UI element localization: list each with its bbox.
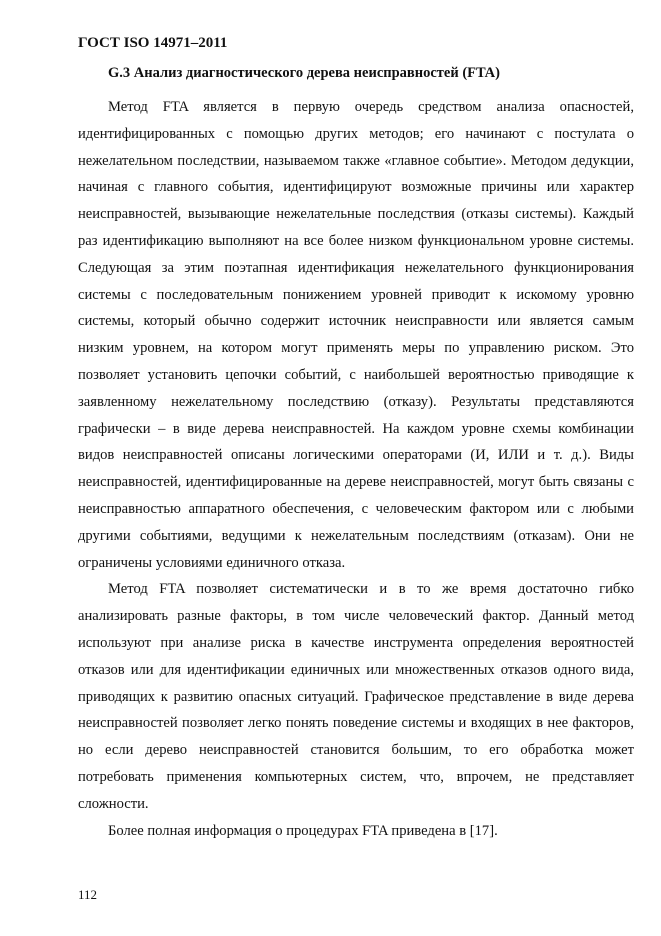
document-page — [78, 34, 634, 844]
section-title: G.3 Анализ диагностического дерева неисправностей (FTA) — [108, 65, 500, 81]
paragraph-2: Метод FTA позволяет систематически и в то же время достаточно гибко анализировать разные факторы, в том числе человеческий фактор. Данный метод используют при анализе риска в качестве инструмента определения вероятностей отказов или для идентификации единичных или множественных отказов одного вида, приводящих к развитию опасных ситуаций. Графическое представление в виде дерева неисправностей позволяет легко понять поведение системы и входящих в нее факторов, но если дерево неисправностей становится большим, то его обработка может потребовать применения компьютерных систем, что, впрочем, не представляет сложности. — [78, 581, 634, 812]
paragraph-1: Метод FTA является в первую очередь средством анализа опасностей, идентифицированных с помощью других методов; его начинают с постулата о нежелательном последствии, называемом также «главное событие». Методом дедукции, начиная с главного события, идентифицируют возможные причины или характер неисправностей, вызывающие нежелательные последствия (отказы системы). Каждый раз идентификацию выполняют на все более низком функциональном уровне системы. Следующая за этим поэтапная идентификация нежелательного функционирования системы с последовательным понижением уровней приводит к искомому уровню системы, который обычно содержит источник неисправности или является самым низким уровнем, на котором могут применять меры по управлению риском. Это позволяет установить цепочки событий, с наибольшей вероятностью приводящие к заявленному нежелательному последствию (отказу). Результаты представляются графически – в виде дерева неисправностей. На каждом уровне схемы комбинации видов неисправностей описаны логическими операторами (И, ИЛИ и т. д.). Виды неисправностей, идентифицированные на дереве неисправностей, могут быть связаны с неисправностью аппаратного обеспечения, с человеческим фактором или с любыми другими событиями, ведущими к нежелательным последствиям (отказам). Они не ограничены условиями единичного отказа. — [78, 99, 634, 571]
page-number: 112 — [78, 887, 98, 902]
standard-header: ГОСТ ISO 14971–2011 — [78, 35, 228, 51]
paragraph-3: Более полная информация о процедурах FTA приведена в [17]. — [108, 822, 498, 839]
